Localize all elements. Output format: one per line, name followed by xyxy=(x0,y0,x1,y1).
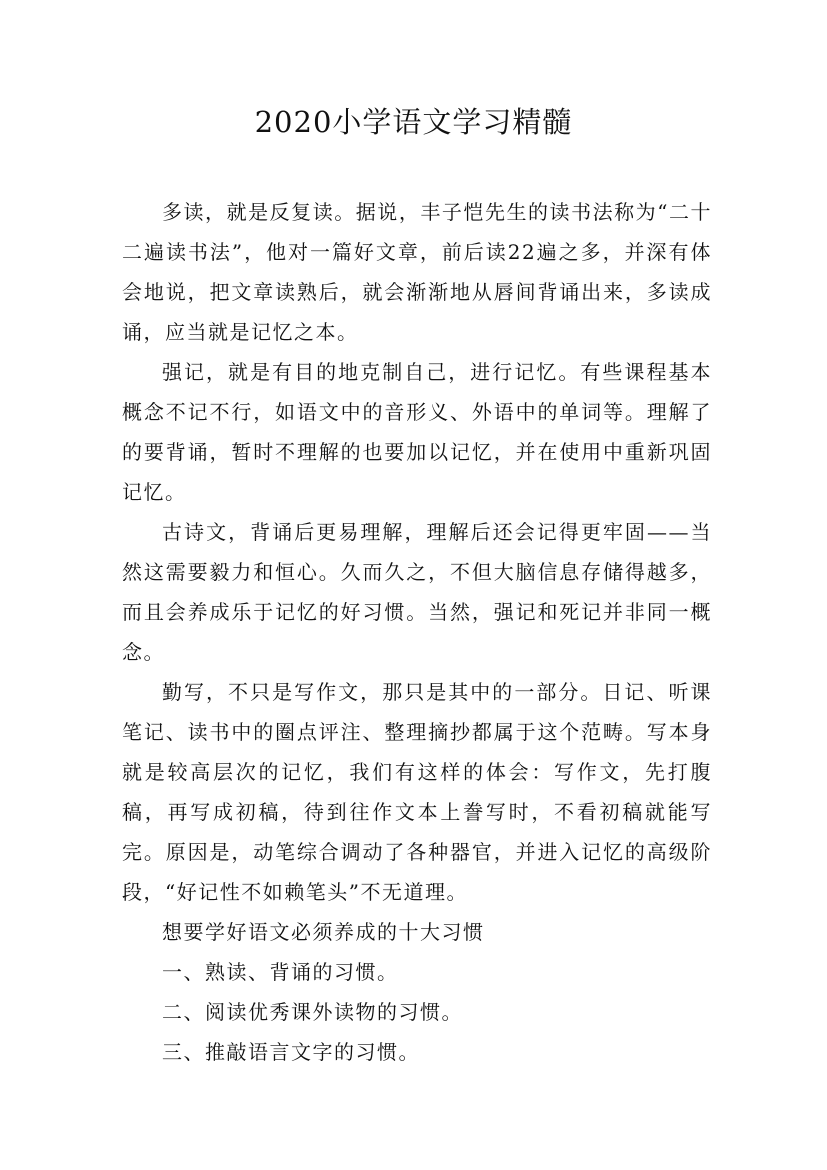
habit-item: 一、熟读、背诵的习惯。 xyxy=(162,960,399,984)
paragraph-classical-poetry: 古诗文，背诵后更易理解，理解后还会记得更牢固——当然这需要毅力和恒心。久而久之，不但大脑信息存储得越多，而且会养成乐于记忆的好习惯。当然，强记和死记并非同一概念。 xyxy=(122,520,712,664)
habits-heading: 想要学好语文必须养成的十大习惯 xyxy=(162,920,485,944)
habit-item: 三、推敲语言文字的习惯。 xyxy=(162,1040,420,1064)
document-body xyxy=(122,192,712,1072)
document-title: 2020小学语文学习精髓 xyxy=(254,105,573,139)
paragraph-reading: 多读，就是反复读。据说，丰子恺先生的读书法称为“二十二遍读书法”，他对一篇好文章，前后读22遍之多，并深有体会地说，把文章读熟后，就会渐渐地从唇间背诵出来，多读成诵，应当就是记忆之本。 xyxy=(122,200,712,344)
habit-item: 二、阅读优秀课外读物的习惯。 xyxy=(162,1000,463,1024)
paragraph-memorizing: 强记，就是有目的地克制自己，进行记忆。有些课程基本概念不记不行，如语文中的音形义、外语中的单词等。理解了的要背诵，暂时不理解的也要加以记忆，并在使用中重新巩固记忆。 xyxy=(122,360,712,504)
paragraph-writing: 勤写，不只是写作文，那只是其中的一部分。日记、听课笔记、读书中的圈点评注、整理摘抄都属于这个范畴。写本身就是较高层次的记忆，我们有这样的体会：写作文，先打腹稿，再写成初稿，待到往作文本上誊写时，不看初稿就能写完。原因是，动笔综合调动了各种器官，并进入记忆的高级阶段，“好记性不如赖笔头”不无道理。 xyxy=(122,680,712,904)
